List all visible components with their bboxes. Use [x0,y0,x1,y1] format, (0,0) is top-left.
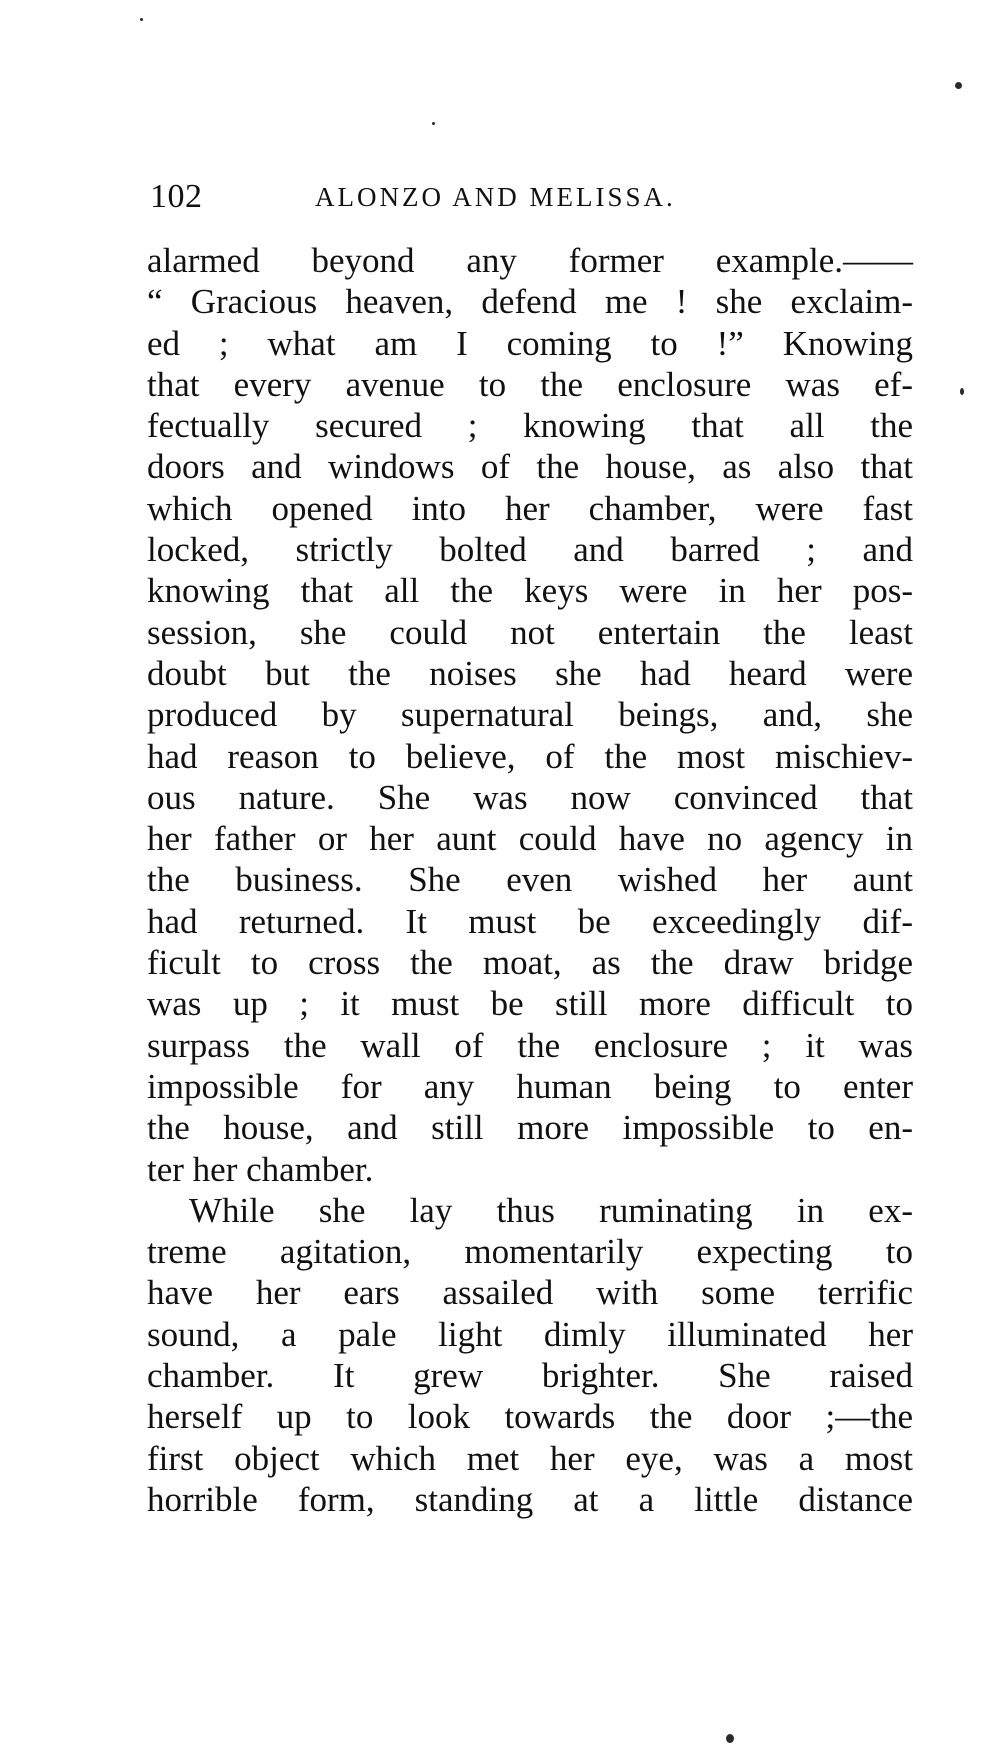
text-line: ficult to cross the moat, as the draw bridge [147,943,913,983]
text-line: knowing that all the keys were in her pos- [147,571,913,611]
text-line: which opened into her chamber, were fast [147,488,913,528]
ink-speck [726,1734,734,1743]
text-line: herself up to look towards the door ;—the [147,1397,913,1437]
text-line: was up ; it must be still more difficult to [147,984,913,1024]
text-line: horrible form, standing at a little distance [147,1479,913,1519]
body-text [147,240,913,1600]
text-line: that every avenue to the enclosure was ef- [147,364,913,404]
text-line: doubt but the noises she had heard were [147,653,913,693]
ink-speck [432,122,435,125]
text-line: sound, a pale light dimly illuminated her [147,1314,913,1354]
text-line: the business. She even wished her aunt [147,860,913,900]
text-line: locked, strictly bolted and barred ; and [147,530,913,570]
text-line: chamber. It grew brighter. She raised [147,1356,913,1396]
ink-speck [960,388,964,395]
page-number: 102 [150,178,203,215]
text-line: impossible for any human being to enter [147,1066,913,1106]
ink-speck [955,82,962,89]
text-line: her father or her aunt could have no agency in [147,819,913,859]
running-title: ALONZO AND MELISSA. [315,182,676,212]
text-line: alarmed beyond any former example.—— [147,241,913,280]
text-line: treme agitation, momentarily expecting to [147,1232,913,1272]
ink-speck [140,18,143,21]
text-line: the house, and still more impossible to en- [147,1108,913,1148]
text-line: surpass the wall of the enclosure ; it was [147,1025,913,1065]
text-line: have her ears assailed with some terrific [147,1273,913,1313]
text-line: ed ; what am I coming to !” Knowing [147,323,913,363]
text-line: produced by supernatural beings, and, she [147,695,913,735]
text-line: ter her chamber. [147,1149,374,1189]
text-line: fectually secured ; knowing that all the [147,406,913,446]
text-line: ous nature. She was now convinced that [147,777,913,817]
text-line: “ Gracious heaven, defend me ! she exclaim- [147,282,913,322]
paragraph-start-line: While she lay thus ruminating in ex- [189,1190,913,1230]
text-line: first object which met her eye, was a most [147,1438,913,1478]
page-header [150,172,910,222]
text-line: had reason to believe, of the most mischiev- [147,736,913,776]
text-line: had returned. It must be exceedingly dif- [147,901,913,941]
text-line: doors and windows of the house, as also that [147,447,913,487]
text-line: session, she could not entertain the least [147,612,913,652]
